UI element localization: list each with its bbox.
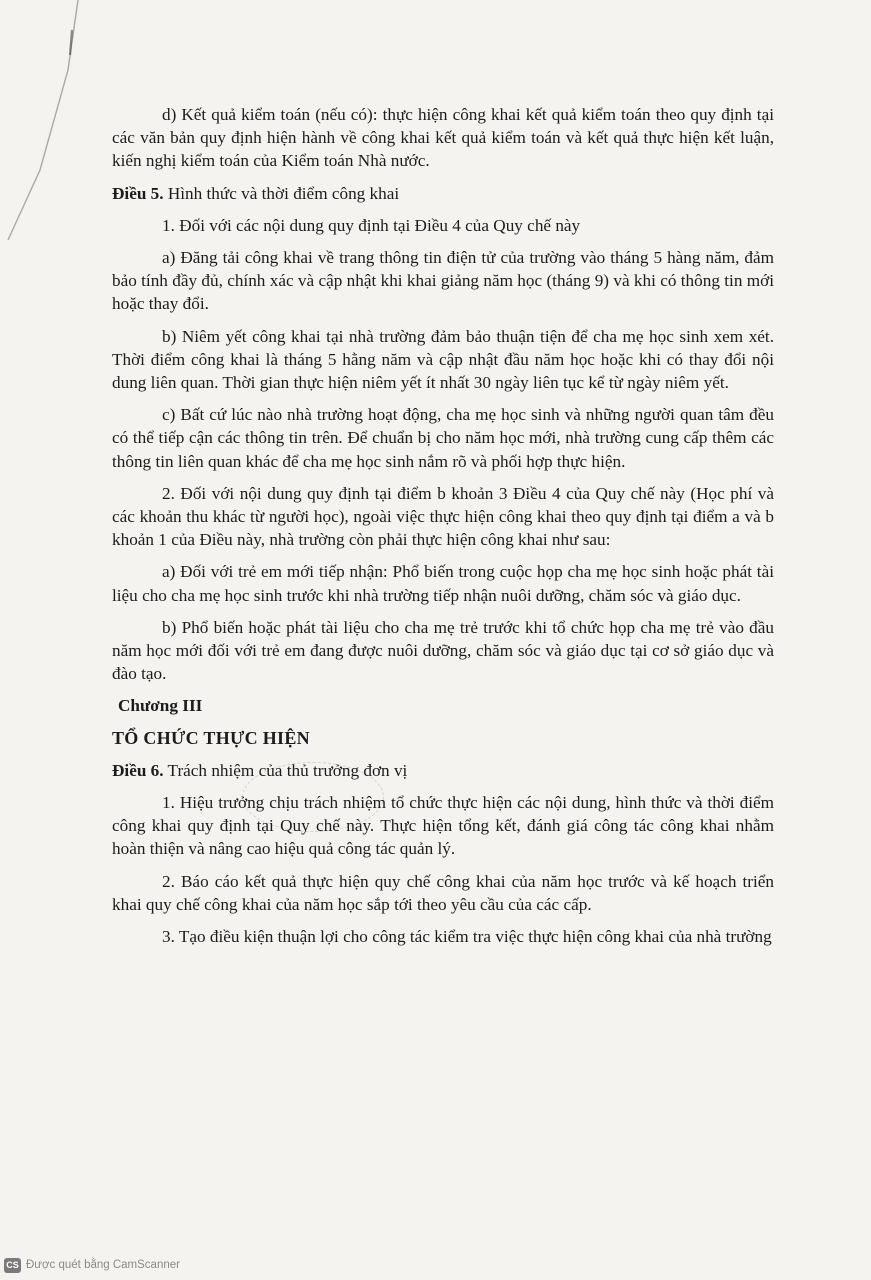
- article-5-clause-2a: a) Đối với trẻ em mới tiếp nhận: Phổ biến trong cuộc họp cha mẹ học sinh hoặc phát tài liệu cho cha mẹ học sinh trước khi nhà trường tiếp nhận nuôi dưỡng, chăm sóc và giáo dục.: [112, 562, 774, 605]
- chapter-number: Chương III: [118, 696, 203, 716]
- article-6-clause-1: 1. Hiệu trưởng chịu trách nhiệm tổ chức thực hiện các nội dung, hình thức và thời điểm công khai quy định tại Quy chế này. Thực hiện tổng kết, đánh giá công tác công khai nhằm hoàn thiện và nâng cao hiệu quả công tác quản lý.: [112, 793, 774, 859]
- article-6-label: Điều 6.: [112, 760, 164, 780]
- document-body: [112, 103, 774, 957]
- scanner-watermark-text: Được quét bằng CamScanner: [26, 1259, 180, 1271]
- chapter-title: TỔ CHỨC THỰC HIỆN: [112, 727, 310, 748]
- article-5-clause-1b: b) Niêm yết công khai tại nhà trường đảm bảo thuận tiện để cha mẹ học sinh xem xét. Thời điểm công khai là tháng 5 hằng năm và cập nhật đầu năm học hoặc khi có thay đổi nội dung liên quan. Thời gian thực hiện niêm yết ít nhất 30 ngày liên tục kể từ ngày niêm yết.: [112, 326, 774, 393]
- article-5-clause-1: 1. Đối với các nội dung quy định tại Điều 4 của Quy chế này: [162, 215, 581, 235]
- camscanner-logo-icon: CS: [4, 1258, 21, 1273]
- paragraph-d-audit: d) Kết quả kiểm toán (nếu có): thực hiện công khai kết quả kiểm toán theo quy định tại các văn bản quy định hiện hành về công khai kết quả kiểm toán và kết quả thực hiện kết luận, kiến nghị kiểm toán của Kiểm toán Nhà nước.: [112, 105, 774, 171]
- article-6-clause-3: 3. Tạo điều kiện thuận lợi cho công tác kiểm tra việc thực hiện công khai của nhà trường: [162, 927, 772, 947]
- article-5-title: Hình thức và thời điểm công khai: [163, 183, 400, 203]
- article-5-clause-1a: a) Đăng tải công khai về trang thông tin điện tử của trường vào tháng 5 hàng năm, đảm bảo tính đầy đủ, chính xác và cập nhật khi khai giảng năm học (tháng 9) và khi có thông tin mới hoặc thay đổi.: [112, 248, 774, 314]
- article-5-label: Điều 5.: [112, 183, 164, 203]
- scanner-watermark: [4, 1256, 180, 1274]
- article-5-heading: [112, 182, 774, 205]
- article-6-clause-2: 2. Báo cáo kết quả thực hiện quy chế công khai của năm học trước và kế hoạch triển khai quy chế công khai của năm học sắp tới theo yêu cầu của các cấp.: [112, 871, 774, 914]
- article-5-clause-2: 2. Đối với nội dung quy định tại điểm b khoản 3 Điều 4 của Quy chế này (Học phí và các khoản thu khác từ người học), ngoài việc thực hiện công khai theo quy định tại điểm a và b khoản 1 của Điều này, nhà trường còn phải thực hiện công khai như sau:: [112, 483, 774, 550]
- scan-edge-stroke: [0, 0, 90, 260]
- article-5-clause-1c: c) Bất cứ lúc nào nhà trường hoạt động, cha mẹ học sinh và những người quan tâm đều có thể tiếp cận các thông tin trên. Để chuẩn bị cho năm học mới, nhà trường cung cấp thêm các thông tin liên quan khác để cha mẹ học sinh nắm rõ và phối hợp thực hiện.: [112, 405, 774, 471]
- article-6-title: Trách nhiệm của thủ trưởng đơn vị: [163, 760, 408, 780]
- article-6-heading: [112, 759, 774, 782]
- article-5-clause-2b: b) Phổ biến hoặc phát tài liệu cho cha mẹ trẻ trước khi tổ chức họp cha mẹ trẻ vào đầu năm học mới đối với trẻ em đang được nuôi dưỡng, chăm sóc và giáo dục tại cơ sở giáo dục và đào tạo.: [112, 617, 774, 684]
